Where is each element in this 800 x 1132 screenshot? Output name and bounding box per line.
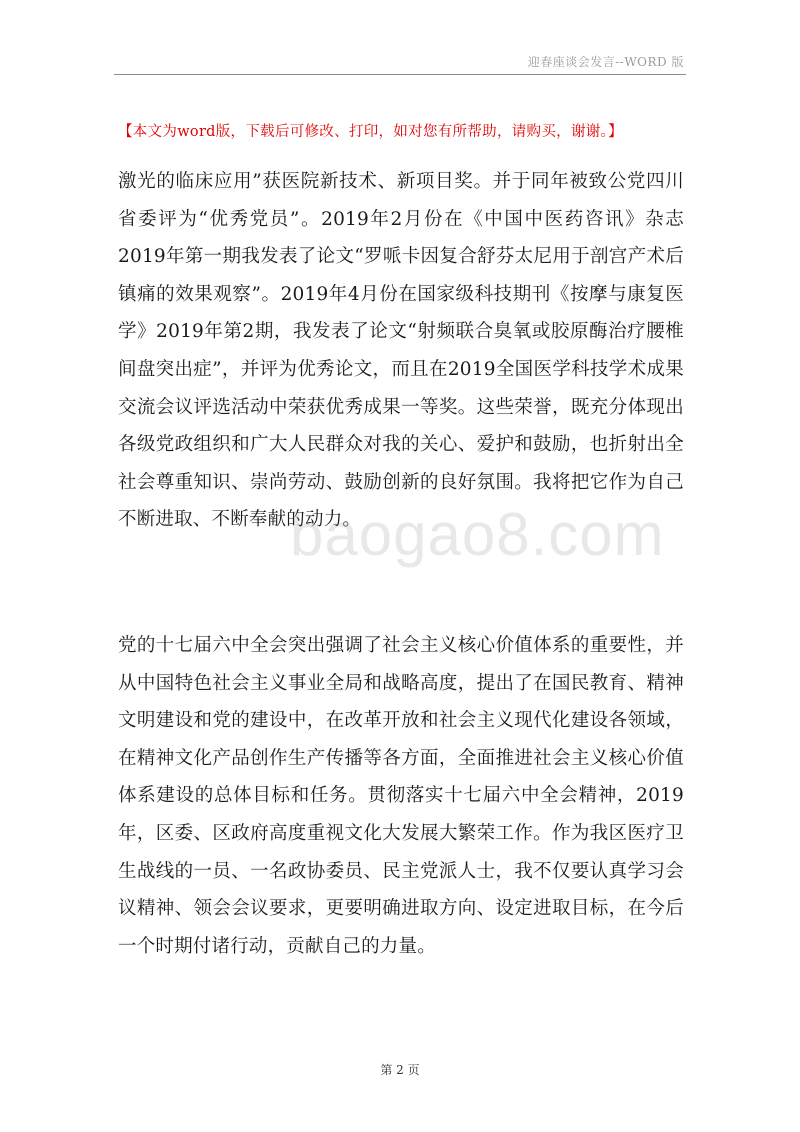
body-paragraph-2: 党的十七届六中全会突出强调了社会主义核心价值体系的重要性，并从中国特色社会主义事业全局和战略高度，提出了在国民教育、精神文明建设和党的建设中，在改革开放和社会主义现代化建设各领域，在精神文化产品创作生产传播等各方面，全面推进社会主义核心价值体系建设的总体目标和任务。贯彻落实十七届六中全会精神，2019年，区委、区政府高度重视文化大发展大繁荣工作。作为我区医疗卫生战线的一员、一名政协委员、民主党派人士，我不仅要认真学习会议精神、领会会议要求，更要明确进取方向、设定进取目标，在今后一个时期付诸行动，贡献自己的力量。 — [118, 635, 684, 957]
page-number: 第 2 页 — [380, 1063, 420, 1077]
header-divider — [114, 74, 686, 75]
body-paragraph-1: 激光的临床应用”获医院新技术、新项目奖。并于同年被致公党四川省委评为“优秀党员”。2019年2月份在《中国中医药咨讯》杂志2019年第一期我发表了论文“罗哌卡因复合舒芬太尼用于剖宫产术后镇痛的效果观察”。2019年4月份在国家级科技期刊《按摩与康复医学》2019年第2期，我发表了论文“射频联合臭氧或胶原酶治疗腰椎间盘突出症”，并评为优秀论文，而且在2019全国医学科技学术成果交流会议评选活动中荣获优秀成果一等奖。这些荣誉，既充分体现出各级党政组织和广大人民群众对我的关心、爱护和鼓励，也折射出全社会尊重知识、崇尚劳动、鼓励创新的良好氛围。我将把它作为自己不断进取、不断奉献的动力。 — [118, 171, 684, 531]
header-title: 迎春座谈会发言--WORD 版 — [527, 55, 684, 69]
download-notice: 【本文为word版，下载后可修改、打印，如对您有所帮助，请购买，谢谢。】 — [118, 124, 623, 140]
watermark: baogao8.com — [290, 501, 665, 568]
